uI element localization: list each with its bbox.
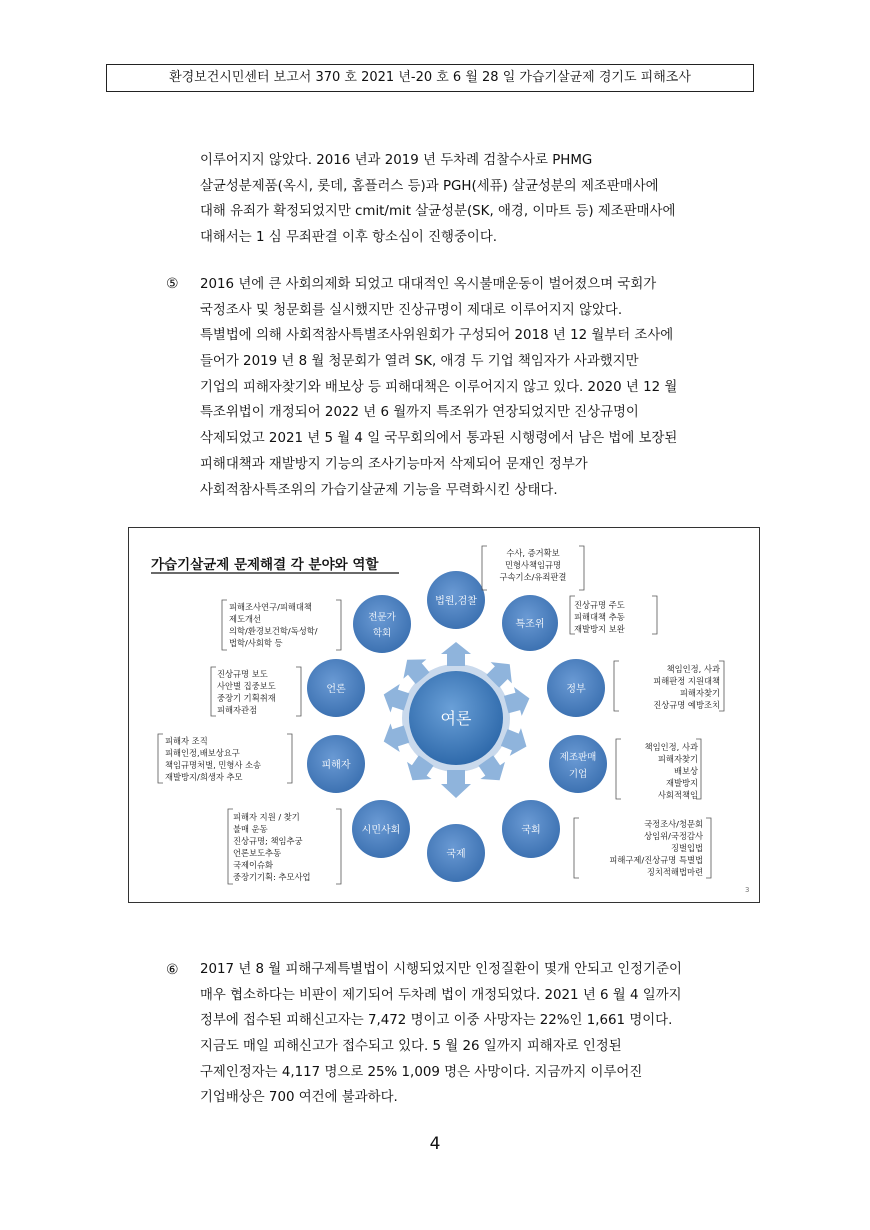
- text-line: 2016 년에 큰 사회의제화 되었고 대대적인 옥시불매운동이 벌어졌으며 국회가: [200, 277, 657, 292]
- paragraph-intro: [200, 148, 675, 251]
- note-line: 피해자찾기: [679, 688, 720, 698]
- note-line: 피해인정,배보상요구: [165, 748, 240, 758]
- note-line: 피해자관점: [217, 705, 258, 715]
- node-media: [307, 659, 365, 717]
- text-line: 이루어지지 않았다. 2016 년과 2019 년 두차례 검찰수사로 PHMG: [200, 153, 593, 168]
- node-media-label: 언론: [326, 684, 346, 695]
- note-line: 국정조사/청문회: [644, 819, 703, 829]
- arrow-down: [441, 770, 471, 798]
- text-line: 기업의 피해자찾기와 배보상 등 피해대책은 이루어지지 않고 있다. 2020 년 12 월: [200, 379, 678, 395]
- note-line: 중장기기획: 추모사업: [233, 872, 311, 882]
- note-experts: [222, 600, 341, 650]
- node-commission: [502, 595, 558, 651]
- note-line: 피해구제/진상규명 특별법: [609, 855, 703, 865]
- note-line: 책임인정, 사과: [644, 742, 698, 752]
- note-line: 제도개선: [229, 614, 262, 624]
- note-corporation: [616, 739, 701, 800]
- text-line: 피해대책과 재발방지 기능의 조사기능마저 삭제되어 문재인 정부가: [200, 456, 588, 472]
- note-line: 국제이슈화: [233, 860, 274, 870]
- note-commission: [570, 596, 657, 634]
- note-line: 재발방지/희생자 추모: [165, 772, 243, 782]
- note-line: 재발방지 보완: [574, 624, 625, 634]
- node-experts-label: 전문가: [368, 612, 396, 623]
- note-court: [482, 546, 584, 590]
- node-international: [427, 824, 485, 882]
- note-line: 수사, 증거확보: [506, 548, 560, 558]
- node-experts: [353, 595, 411, 653]
- text-line: 삭제되었고 2021 년 5 월 4 일 국무회의에서 통과된 시행령에서 남은 법에 보장된: [200, 431, 678, 447]
- item-marker-5: ⑤: [166, 276, 179, 292]
- note-assembly: [574, 818, 711, 878]
- note-line: 피해판정 지원대책: [653, 676, 720, 686]
- note-line: 진상규명 보도: [217, 669, 268, 679]
- note-line: 책임인정, 사과: [666, 664, 720, 674]
- diagram-title: 가습기살균제 문제해결 각 분야와 역할: [151, 557, 379, 573]
- note-line: 민형사책임규명: [504, 560, 562, 570]
- note-line: 진상규명; 책임추궁: [233, 836, 303, 846]
- roles-diagram-svg: [129, 528, 759, 902]
- node-experts-label-2: 학회: [372, 628, 392, 639]
- page-number: 4: [429, 1134, 441, 1154]
- note-line: 재발방지: [665, 778, 698, 788]
- arrow-up: [441, 642, 471, 666]
- note-media: [211, 667, 301, 716]
- text-line: 기업배상은 700 여건에 불과하다.: [200, 1090, 398, 1106]
- node-government-label: 정부: [566, 684, 586, 695]
- text-line: 지금도 매일 피해신고가 접수되고 있다. 5 월 26 일까지 피해자로 인정된: [200, 1039, 622, 1055]
- text-line: 대해서는 1 심 무죄판결 이후 항소심이 진행중이다.: [200, 230, 498, 246]
- note-line: 징벌입법: [670, 843, 703, 853]
- node-corporation-label: 제조판매: [559, 752, 597, 763]
- note-line: 법학/사회학 등: [229, 638, 283, 648]
- node-experts-circle: [353, 595, 411, 653]
- center-label: 여론: [440, 709, 472, 728]
- note-victims: [158, 734, 292, 783]
- node-victims-label: 피해자: [321, 760, 351, 771]
- text-line: 구제인정자는 4,117 명으로 25% 1,009 명은 사망이다. 지금까지 이루어진: [200, 1064, 643, 1080]
- note-line: 사회적책임: [657, 790, 698, 800]
- paragraph-6: [200, 957, 682, 1111]
- node-court: [427, 571, 485, 629]
- note-line: 책임규명처벌, 민형사 소송: [165, 760, 262, 770]
- node-corporation-label-2: 기업: [568, 769, 588, 780]
- node-corporation-circle: [549, 735, 607, 793]
- paragraph-5: [200, 272, 677, 503]
- text-line: 살균성분제품(옥시, 롯데, 홈플러스 등)과 PGH(세퓨) 살균성분의 제조판매사에: [200, 178, 659, 194]
- note-line: 사안별 집중보도: [217, 681, 276, 691]
- note-government: [614, 661, 724, 711]
- text-line: 사회적참사특조위의 가습기살균제 기능을 무력화시킨 상태다.: [200, 482, 558, 498]
- slide-number: 3: [745, 886, 750, 894]
- note-line: 피해대책 추동: [574, 612, 625, 622]
- note-line: 배보상: [673, 766, 698, 776]
- note-line: 구속기소/유죄판결: [499, 572, 567, 582]
- note-line: 피해자 조직: [165, 736, 208, 746]
- note-line: 언론보도추동: [233, 848, 282, 858]
- node-court-label: 법원,검찰: [435, 596, 477, 607]
- note-line: 피해자 지원 / 찾기: [233, 812, 300, 822]
- roles-diagram: [128, 527, 760, 903]
- text-line: 국정조사 및 청문회를 실시했지만 진상규명이 제대로 이루어지지 않았다.: [200, 302, 623, 318]
- text-line: 들어가 2019 년 8 월 청문회가 열려 SK, 애경 두 기업 책임자가 사과했지만: [200, 354, 639, 370]
- text-line: 매우 협소하다는 비판이 제기되어 두차례 법이 개정되었다. 2021 년 6 월 4 일까지: [200, 987, 682, 1003]
- report-header: 환경보건시민센터 보고서 370 호 2021 년-20 호 6 월 28 일 가습기살균제 경기도 피해조사: [106, 64, 754, 92]
- text-line: 대해 유죄가 확정되었지만 cmit/mit 살균성분(SK, 애경, 이마트 등) 제조판매사에: [200, 204, 676, 220]
- text-line: 특별법에 의해 사회적참사특별조사위원회가 구성되어 2018 년 12 월부터 조사에: [200, 328, 674, 344]
- node-corporation: [549, 735, 607, 793]
- note-line: 피해조사연구/피해대책: [229, 602, 312, 612]
- note-line: 피해자찾기: [657, 754, 698, 764]
- item-marker-6: ⑥: [166, 962, 179, 978]
- node-assembly-label: 국회: [521, 825, 541, 836]
- note-line: 의학/환경보건학/독성학/: [229, 626, 318, 636]
- text-line: 2017 년 8 월 피해구제특별법이 시행되었지만 인정질환이 몇개 안되고 인정기준이: [200, 962, 682, 977]
- note-line: 진상규명 예방조치: [653, 700, 720, 710]
- note-line: 징치적해법마련: [646, 867, 703, 877]
- node-victims: [307, 735, 365, 793]
- text-line: 특조위법이 개정되어 2022 년 6 월까지 특조위가 연장되었지만 진상규명이: [200, 405, 639, 421]
- node-civil-society-label: 시민사회: [361, 825, 401, 836]
- note-line: 중장기 기획취재: [217, 693, 276, 703]
- note-civil-society: [228, 809, 341, 884]
- note-line: 불매 운동: [233, 824, 268, 834]
- note-line: 상임위/국정감사: [644, 831, 703, 841]
- node-government: [547, 659, 605, 717]
- node-international-label: 국제: [446, 849, 466, 860]
- note-line: 진상규명 주도: [574, 600, 625, 610]
- text-line: 정부에 접수된 피해신고자는 7,472 명이고 이중 사망자는 22%인 1,661 명이다.: [200, 1013, 673, 1029]
- node-assembly: [502, 800, 560, 858]
- node-commission-label: 특조위: [515, 619, 545, 630]
- node-civil-society: [352, 800, 410, 858]
